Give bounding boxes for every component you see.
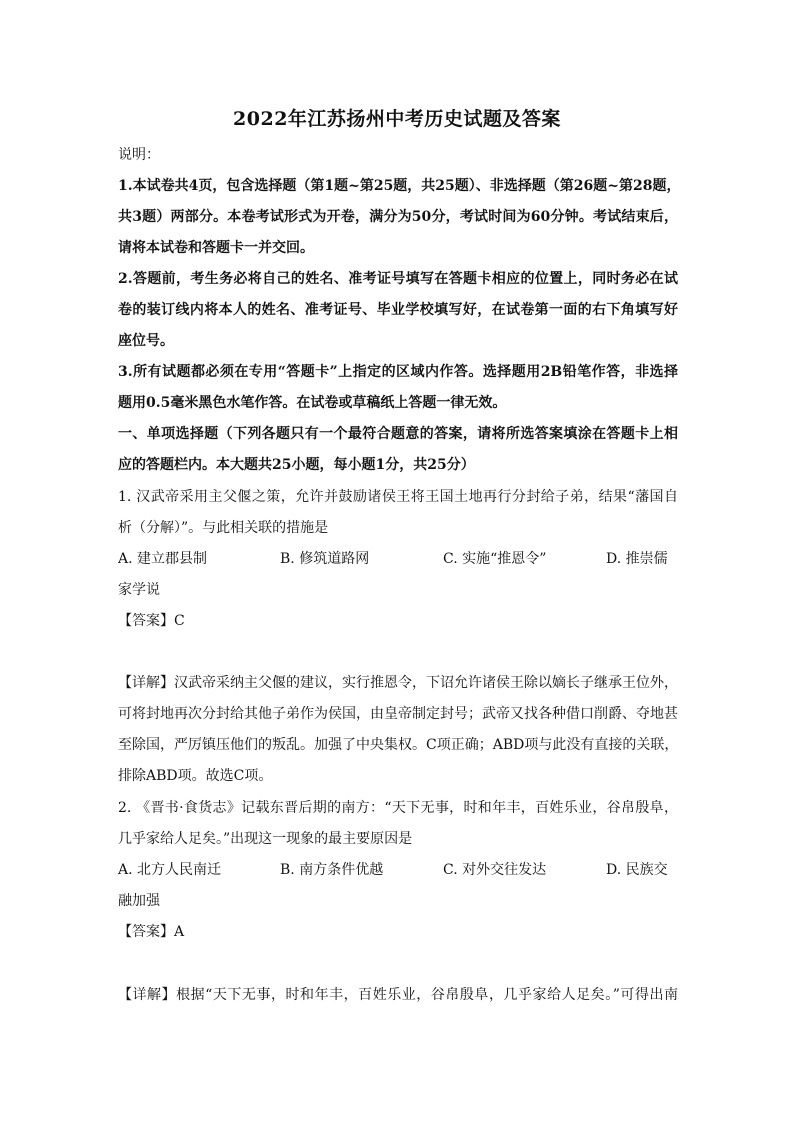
instruction-line: 1.本试卷共4页，包含选择题（第1题~第25题，共25题）、非选择题（第26题~第28题， <box>118 178 681 194</box>
question-stem: 1. 汉武帝采用主父偃之策，允许并鼓励诸侯王将王国土地再行分封给子弟，结果“藩国自 <box>118 489 678 505</box>
option-c: C. 对外交往发达 <box>443 862 547 878</box>
instruction-line: 2.答题前，考生务必将自己的姓名、准考证号填写在答题卡相应的位置上，同时务必在试 <box>118 271 678 287</box>
instruction-line: 题用0.5毫米黑色水笔作答。在试卷或草稿纸上答题一律无效。 <box>118 395 507 411</box>
instruction-line: 3.所有试题都必须在专用“答题卡”上指定的区域内作答。选择题用2B铅笔作答，非选择 <box>118 364 678 380</box>
option-d: D. 推崇儒 <box>606 551 668 567</box>
question-stem: 析（分解）”。与此相关联的措施是 <box>118 520 329 536</box>
question-stem: 2. 《晋书·食货志》记载东晋后期的南方：“天下无事，时和年丰，百姓乐业，谷帛殷阜， <box>118 800 678 816</box>
option-b: B. 南方条件优越 <box>280 862 384 878</box>
explanation-line: 【详解】根据“天下无事，时和年丰，百姓乐业，谷帛殷阜，几乎家给人足矣。”可得出南 <box>118 987 678 1003</box>
option-b: B. 修筑道路网 <box>280 551 370 567</box>
note-label: 说明： <box>118 147 160 163</box>
answer: 【答案】A <box>118 924 185 940</box>
instruction-line: 座位号。 <box>118 333 174 349</box>
option-c: C. 实施“推恩令” <box>443 551 547 567</box>
question-stem: 几乎家给人足矣。”出现这一现象的最主要原因是 <box>118 831 413 847</box>
option-wrap: 融加强 <box>118 893 160 909</box>
section-heading: 一、单项选择题（下列各题只有一个最符合题意的答案，请将所选答案填涂在答题卡上相 <box>118 426 678 442</box>
page-title: 2022年江苏扬州中考历史试题及答案 <box>233 108 561 130</box>
instruction-line: 共3题）两部分。本卷考试形式为开卷，满分为50分，考试时间为60分钟。考试结束后， <box>118 209 678 225</box>
option-d: D. 民族交 <box>606 862 668 878</box>
instruction-line: 请将本试卷和答题卡一并交回。 <box>118 240 314 256</box>
instruction-line: 卷的装订线内将本人的姓名、准考证号、毕业学校填写好，在试卷第一面的右下角填写好 <box>118 302 678 318</box>
option-a: A. 建立郡县制 <box>118 551 208 567</box>
section-heading: 应的答题栏内。本大题共25小题，每小题1分，共25分） <box>118 457 475 473</box>
explanation-line: 【详解】汉武帝采纳主父偃的建议，实行推恩令，下诏允许诸侯王除以嫡长子继承王位外， <box>118 675 678 691</box>
option-a: A. 北方人民南迁 <box>118 862 222 878</box>
explanation-line: 排除ABD项。故选C项。 <box>118 768 273 784</box>
answer: 【答案】C <box>118 613 185 629</box>
explanation-line: 至除国，严厉镇压他们的叛乱。加强了中央集权。C项正确；ABD项与此没有直接的关联， <box>118 737 679 753</box>
explanation-line: 可将封地再次分封给其他子弟作为侯国，由皇帝制定封号；武帝又找各种借口削爵、夺地甚 <box>118 706 678 722</box>
option-wrap: 家学说 <box>118 582 160 598</box>
